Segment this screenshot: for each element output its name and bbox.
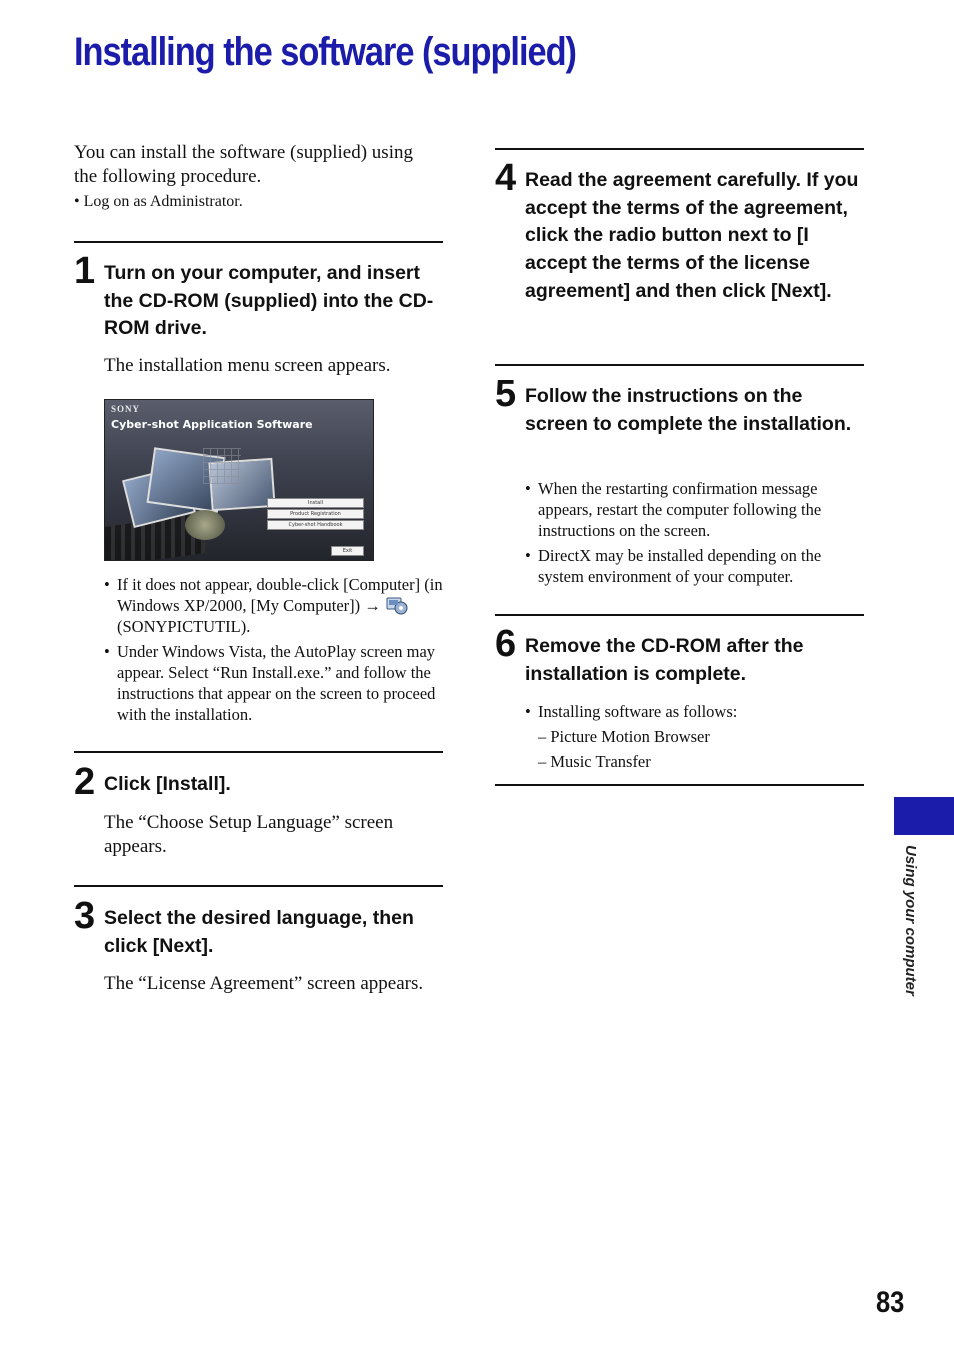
screenshot-frame: [104, 399, 374, 561]
bullet: •: [525, 479, 531, 498]
dash: –: [538, 727, 547, 746]
bullet: •: [104, 575, 110, 594]
software-item: [538, 751, 651, 772]
brand-logo: SONY: [111, 404, 141, 414]
product-registration-button: Product Registration: [267, 509, 364, 519]
step-6-notes: [525, 701, 865, 726]
app-title: Cyber-shot Application Software: [111, 418, 313, 431]
step-divider: [74, 885, 443, 887]
list-item: [104, 574, 444, 637]
step-body: The installation menu screen appears.: [104, 355, 391, 376]
step-divider: [495, 364, 864, 366]
step-number: 2: [74, 761, 96, 803]
software-name: Music Transfer: [550, 752, 651, 771]
step-heading: Follow the instructions on the screen to complete the installation.: [525, 385, 852, 435]
step-5-notes: [525, 478, 865, 591]
intro-text: You can install the software (supplied) using the following procedure.: [74, 142, 413, 187]
sonypictutil-icon: [385, 595, 409, 615]
note-text: DirectX may be installed depending on the system environment of your computer.: [538, 546, 822, 586]
step-heading: Select the desired language, then click [Next].: [104, 907, 414, 957]
step-heading: Click [Install].: [104, 773, 231, 795]
intro-note: [74, 192, 243, 212]
note-text: Installing software as follows:: [538, 702, 738, 721]
software-name: Picture Motion Browser: [550, 727, 710, 746]
software-item: [538, 726, 710, 747]
step-1-notes: [104, 574, 444, 729]
note-text: If it does not appear, double-click [Computer] (in Windows XP/2000, [My Computer]) →: [117, 575, 443, 615]
step-number: 3: [74, 895, 96, 937]
step-body: The “License Agreement” screen appears.: [104, 973, 424, 994]
note-text: Under Windows Vista, the AutoPlay screen may appear. Select “Run Install.exe.” and follow the instructions that appear on the screen to proceed with the installation.: [117, 642, 436, 724]
page-number: 83: [876, 1286, 905, 1319]
list-item: [525, 478, 865, 541]
step-number: 4: [495, 157, 517, 199]
handbook-button: Cyber-shot Handbook: [267, 520, 364, 530]
bullet: •: [525, 546, 531, 565]
page-title: Installing the software (supplied): [74, 30, 576, 74]
list-item: [104, 641, 444, 725]
bullet: •: [104, 642, 110, 661]
step-heading: Read the agreement carefully. If you accept the terms of the agreement, click the radio button next to [I accept the terms of the license agreement] and then click [Next].: [525, 169, 859, 302]
dash: –: [538, 752, 547, 771]
step-heading: Turn on your computer, and insert the CD-ROM (supplied) into the CD-ROM drive.: [104, 262, 434, 340]
bullet: •: [525, 702, 531, 721]
step-number: 5: [495, 373, 517, 415]
list-item: [525, 701, 865, 722]
section-end-divider: [495, 784, 864, 786]
list-item: [525, 545, 865, 587]
step-divider: [495, 614, 864, 616]
step-divider: [495, 148, 864, 150]
calendar-graphic: [203, 448, 241, 484]
note-text: When the restarting confirmation message appears, restart the computer following the instructions on the screen.: [538, 479, 822, 540]
step-divider: [74, 751, 443, 753]
install-button: Install: [267, 498, 364, 508]
step-divider: [74, 241, 443, 243]
plant-graphic: [185, 510, 225, 540]
section-tab: [894, 797, 954, 835]
intro-note-text: Log on as Administrator.: [83, 193, 243, 210]
note-text: (SONYPICTUTIL).: [117, 617, 251, 636]
step-body: The “Choose Setup Language” screen appears.: [104, 812, 394, 857]
step-heading: Remove the CD-ROM after the installation is complete.: [525, 635, 804, 685]
step-number: 1: [74, 250, 96, 292]
section-label: Using your computer: [902, 845, 919, 996]
exit-button: Exit: [331, 546, 364, 556]
step-number: 6: [495, 623, 517, 665]
bullet: •: [74, 193, 80, 210]
